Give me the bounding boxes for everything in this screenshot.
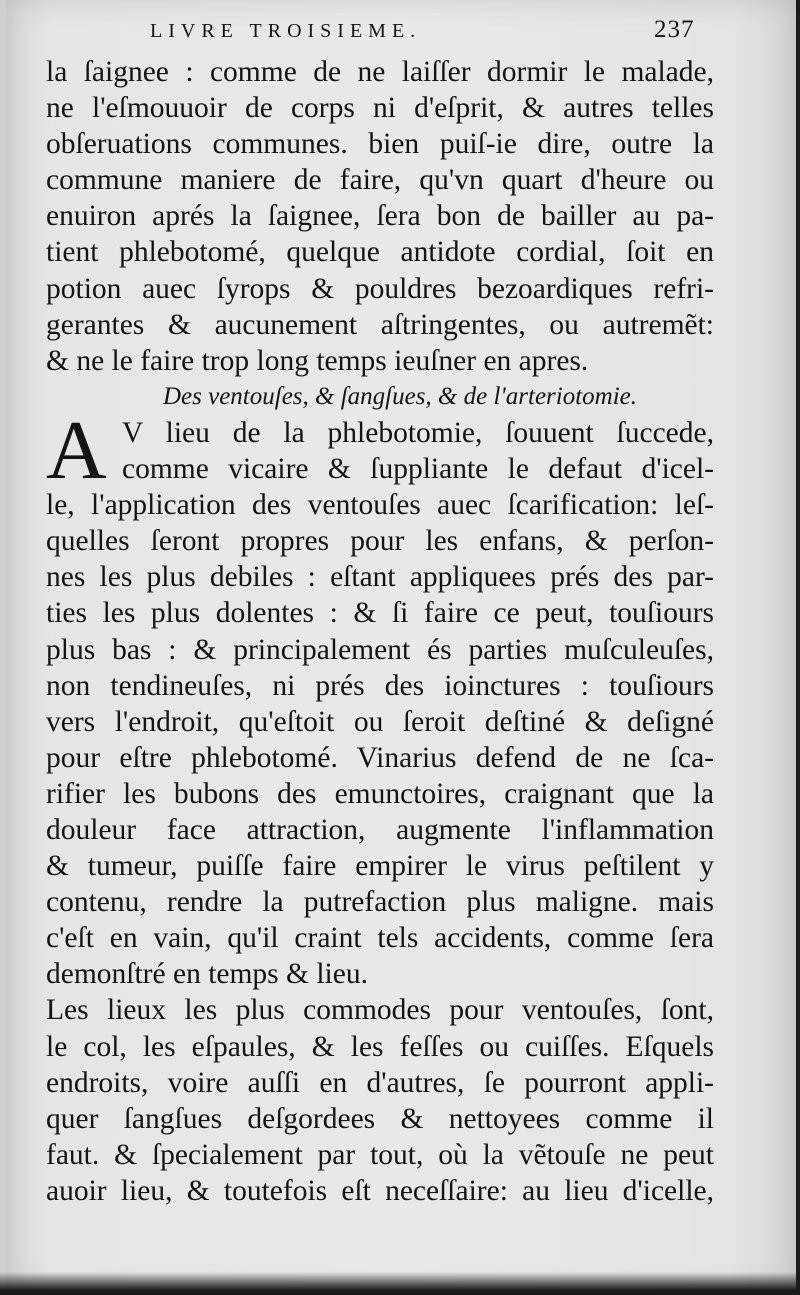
page-header (0, 14, 800, 48)
text-line: nes les plus debiles : eſtant appliquees prés des par- (46, 561, 714, 594)
text-line: Les lieux les plus commodes pour ventouſes, ſont, (46, 994, 714, 1027)
text-line: commune maniere de faire, qu'vn quart d'heure ou (46, 164, 714, 197)
text-line: & ne le faire trop long temps ieuſner en apres. (46, 344, 589, 377)
text-line: la ſaignee : comme de ne laiſſer dormir le malade, (46, 56, 714, 88)
text-line: V lieu de la phlebotomie, ſouuent ſuccede, (122, 416, 714, 449)
text-line: pour eſtre phlebotomé. Vinarius defend de ne ſca- (46, 741, 714, 774)
running-head: LIVRE TROISIEME. (150, 20, 422, 42)
text-line: ties les plus dolentes : & ſi faire ce peut, touſiours (46, 597, 714, 630)
page-bottom-shadow (0, 1272, 800, 1295)
text-line: contenu, rendre la putrefaction plus maligne. mais (46, 886, 714, 919)
text-line: demonſtré en temps & lieu. (46, 958, 368, 991)
text-line: & tumeur, puiſſe faire empirer le virus peſtilent y (46, 850, 714, 883)
text-line: potion auec ſyrops & pouldres bezoardiques refri- (46, 272, 714, 305)
text-line: non tendineuſes, ni prés des ioinctures : touſiours (46, 669, 714, 702)
drop-cap: A (46, 404, 107, 497)
text-line: faut. & ſpecialement par tout, où la vẽtouſe ne peut (46, 1138, 714, 1171)
text-line: le col, les eſpaules, & les feſſes ou cuiſſes. Eſquels (46, 1030, 714, 1063)
text-line: quer ſangſues deſgordees & nettoyees comme il (46, 1102, 714, 1135)
text-line: auoir lieu, & toutefois eſt neceſſaire: au lieu d'icelle, (46, 1174, 714, 1207)
body-text (46, 54, 714, 1209)
text-line: rifier les bubons des emunctoires, craignant que la (46, 777, 714, 810)
text-line: plus bas : & principalement és parties muſculeuſes, (46, 633, 714, 666)
text-line: comme vicaire & ſuppliante le defaut d'icel- (122, 453, 714, 486)
text-line: le, l'application des ventouſes auec ſcarification: leſ- (46, 489, 714, 522)
page-number: 237 (654, 16, 695, 43)
text-line: endroits, voire auſſi en d'autres, ſe pourront appli- (46, 1066, 714, 1099)
text-line: gerantes & aucunement aſtringentes, ou autremẽt: (46, 308, 714, 341)
text-line: tient phlebotomé, quelque antidote cordial, ſoit en (46, 236, 714, 269)
text-line: obſeruations communes. bien puiſ-ie dire, outre la (46, 128, 714, 161)
text-line: c'eſt en vain, qu'il craint tels accidents, comme ſera (46, 922, 714, 955)
text-line: douleur face attraction, augmente l'inflammation (46, 813, 714, 846)
text-line: enuiron aprés la ſaignee, ſera bon de bailler au pa- (46, 200, 714, 233)
text-line: ne l'eſmouuoir de corps ni d'eſprit, & autres telles (46, 92, 714, 125)
text-line: quelles ſeront propres pour les enfans, & perſon- (46, 525, 714, 558)
section-heading: Des ventouſes, & ſangſues, & de l'arteriotomie. (162, 382, 638, 410)
text-line: vers l'endroit, qu'eſtoit ou ſeroit deſtiné & deſigné (46, 705, 714, 738)
